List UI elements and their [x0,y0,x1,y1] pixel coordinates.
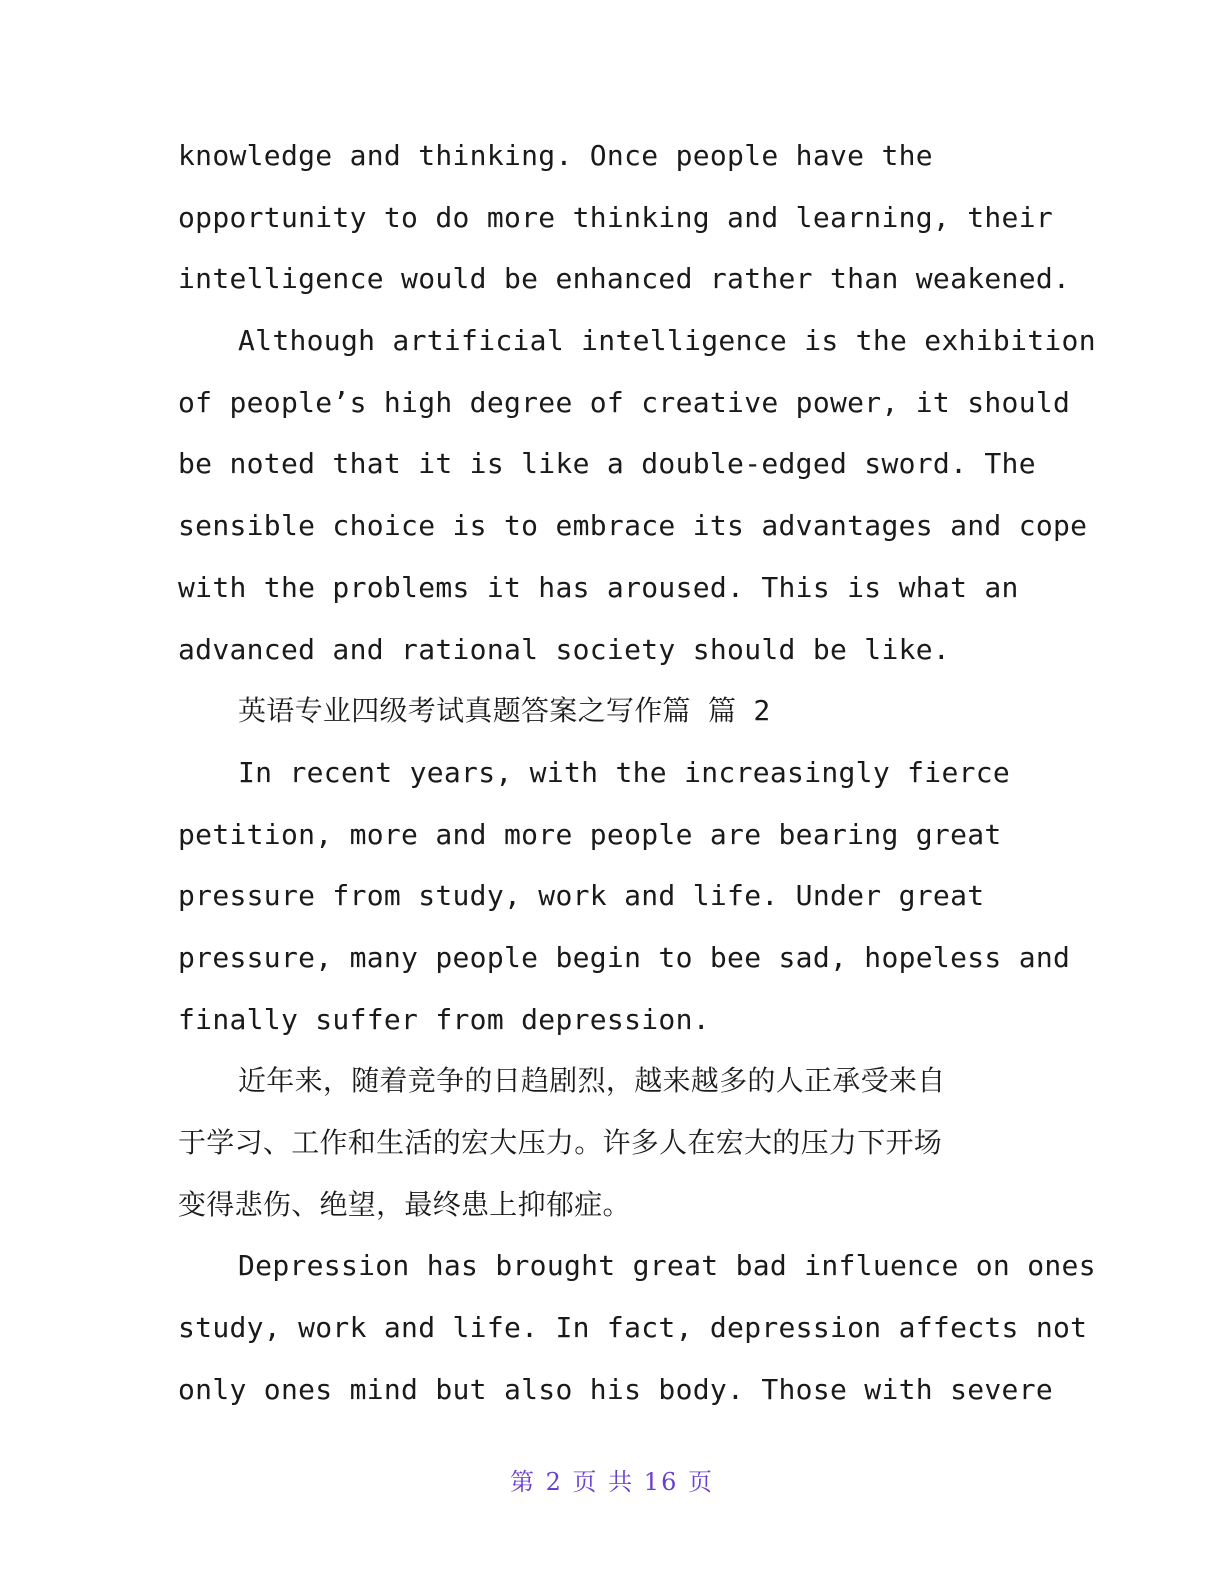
text-line: intelligence would be enhanced rather than weakened. [178,262,1071,296]
text-line: with the problems it has aroused. This is what an [178,570,1019,604]
section-heading: 英语专业四级考试真题答案之写作篇 篇 2 [238,694,771,728]
text-line: knowledge and thinking. Once people have the [178,139,933,172]
document-body [178,125,1096,1420]
text-line: study, work and life. In fact, depression affects not [178,1311,1088,1345]
text-line: sensible choice is to embrace its advantages and cope [178,509,1088,543]
text-line: of people’s high degree of creative power, it should [178,385,1071,419]
text-line: pressure from study, work and life. Under great [178,879,985,913]
text-line: finally suffer from depression. [178,1002,710,1036]
text-line: petition, more and more people are bearing great [178,817,1002,851]
paragraph-start-line: Although artificial intelligence is the exhibition [238,324,1096,358]
paragraph-start-line: In recent years, with the increasingly fierce [238,755,1011,789]
paragraph-start-line: Depression has brought great bad influence on ones [238,1249,1096,1283]
text-line: 变得悲伤、绝望，最终患上抑郁症。 [178,1187,631,1221]
text-line: 于学习、工作和生活的宏大压力。许多人在宏大的压力下开场 [178,1126,943,1159]
text-line: opportunity to do more thinking and learning, their [178,200,1054,234]
text-line: pressure, many people begin to bee sad, hopeless and [178,940,1071,974]
text-line: only ones mind but also his body. Those with severe [178,1372,1054,1406]
page-number-footer: 第 2 页 共 16 页 [510,1468,714,1496]
paragraph-start-line: 近年来，随着竞争的日趋剧烈，越来越多的人正承受来自 [238,1064,946,1098]
text-line: be noted that it is like a double-edged sword. The [178,447,1036,481]
text-line: advanced and rational society should be like. [178,632,951,666]
